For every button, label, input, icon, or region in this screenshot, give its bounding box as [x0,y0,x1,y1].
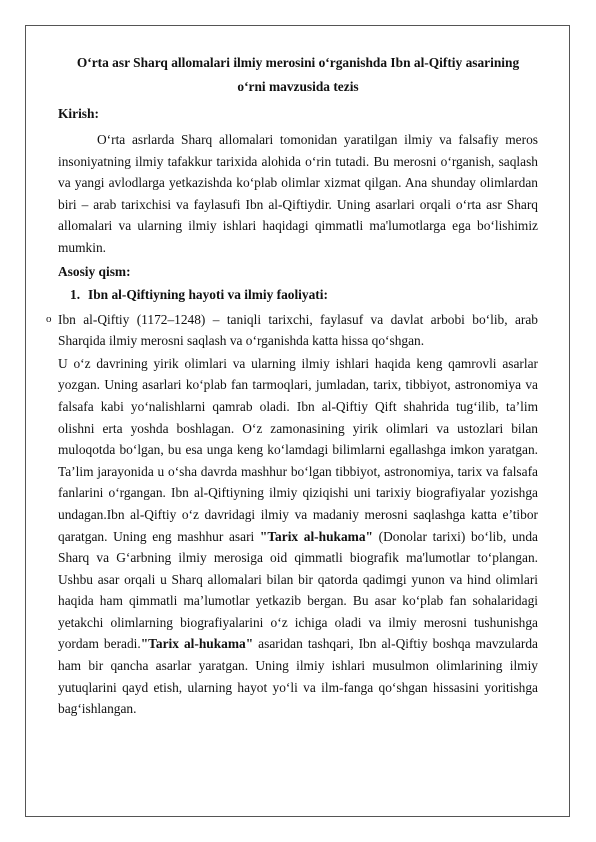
bullet-text: Ibn al-Qiftiy (1172–1248) – taniqli tarixchi, faylasuf va davlat arbobi bo‘lib, arab Sharqida ilmiy merosni saqlash va o‘rganishda katta hissa qo‘shgan. [58,311,538,349]
document-title-line-2: o‘rni mavzusida tezis [237,79,359,94]
bullet-item [46,309,538,352]
main-heading: Asosiy qism: [58,263,131,279]
document-title-line-1: O‘rta asr Sharq allomalari ilmiy merosini o‘rganishda Ibn al-Qiftiy asarining [76,55,520,70]
intro-paragraph: O‘rta asrlarda Sharq allomalari tomonidan yaratilgan ilmiy va falsafiy meros insoniyatning ilmiy tafakkur tarixida alohida o‘rin tutadi. Bu merosni o‘rganish, saqlash va yangi avlodlarga yetkazishda ko‘plab olimlar xizmat qilgan. Ana shunday olimlardan biri – arab tarixchisi va faylasufi Ibn al-Qiftiydir. Uning asarlari orqali o‘rta asr Sharq allomalari va ularning ilmiy ishlari haqidagi qimmatli ma'lumotlarga ega bo‘lishimiz mumkin. [58,132,538,255]
body-text-part-1: U o‘z davrining yirik olimlari va ularning ilmiy ishlari haqida keng qamrovli asarlar yozgan. Uning asarlari ko‘plab fan tarmoqlari, jumladan, tarix, tibbiyot, astronomiya va falsafa kabi yo‘nalishlarni qamrab oladi. Ibn al-Qiftiy Qift shahrida tug‘ilib, ta’lim olishni erta yoshda boshlagan. O‘z zamonasining yirik olimlari va ustozlari bilan muloqotda bo‘lgan, bu esa unga keng ko‘lamdagi bilimlarni egallashga imkon yaratgan. Ta’lim jarayonida u o‘sha davrda mashhur bo‘lgan tibbiyot, astronomiya, tarix va falsafa fanlarini o‘rgangan. Ibn al-Qiftiyning ilmiy qiziqishi uni tarixiy biografiyalar yozishga undagan.Ibn al-Qiftiy o‘z davridagi ilmiy va madaniy merosni saqlashga katta e’tibor qaratgan. Uning eng mashhur asari [58,355,538,544]
intro-heading: Kirish: [58,106,99,121]
body-paragraph [58,353,538,720]
section-1-heading [70,284,538,306]
body-text-part-3: asaridan tashqari, Ibn al-Qiftiy boshqa mavzularda ham bir qancha asarlar yaratgan. Uning ilmiy ishlari musulmon olimlarining ilmiy yutuqlarini qayd etish, ularning hayot yo‘li va ilm-fanga qo‘shgan hissasini yoritishga bag‘ishlangan. [58,636,538,717]
book-title-2: "Tarix al-hukama" [140,636,254,652]
body-text-part-2: (Donolar tarixi) bo‘lib, unda Sharq va G‘arbning ilmiy merosiga oid qimmatli biografik ma'lumotlar to‘plangan. Ushbu asar orqali u Sharq allomalari bilan bir qatorda qadimgi yunon va hind olimlari haqida ham qimmatli ma’lumotlar yetkazib bergan. Bu asar ko‘plab fan sohalaridagi yetakchi olimlarning biografiyalarini o‘z ichiga oladi va ilmiy merosni tushunishga yordam beradi. [58,528,539,652]
section-1-label: Ibn al-Qiftiyning hayoti va ilmiy faoliyati: [88,286,328,302]
section-1-number: 1. [70,286,81,302]
document-body [46,52,539,720]
bullet-marker: o [46,312,52,325]
book-title-1: "Tarix al-hukama" [259,528,373,544]
